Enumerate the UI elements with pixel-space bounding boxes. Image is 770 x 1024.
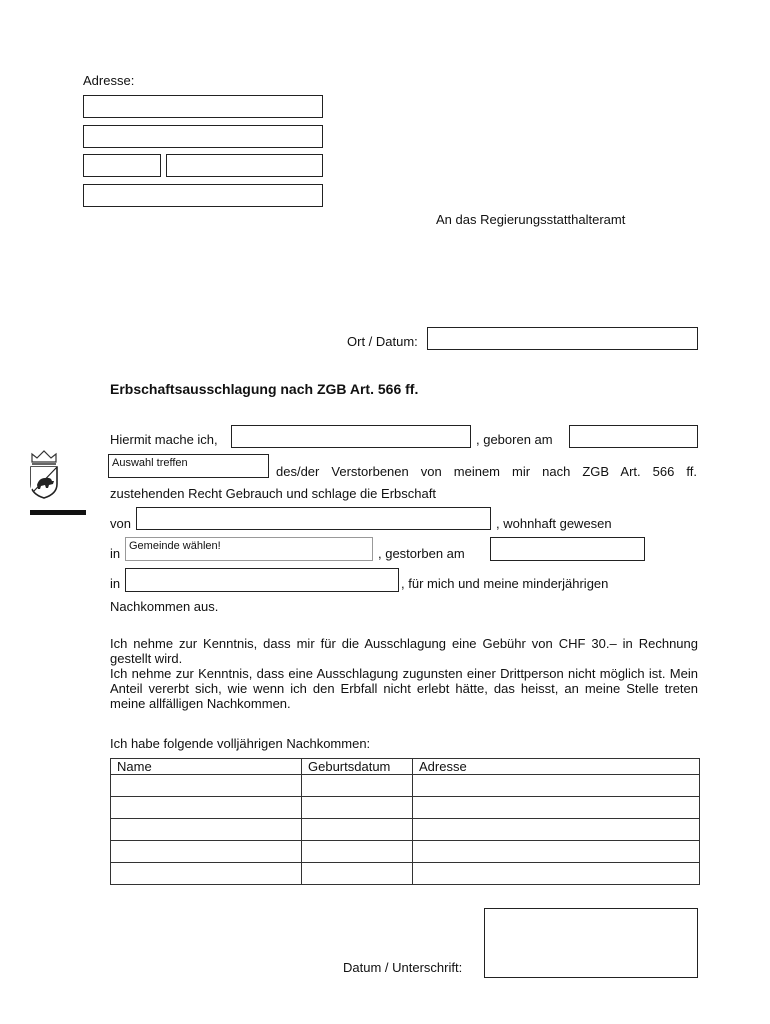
column-header-address: Adresse (413, 759, 700, 775)
birthdate-cell[interactable] (302, 775, 413, 797)
von-label: von (110, 516, 131, 531)
column-header-name: Name (111, 759, 302, 775)
birth-date-input[interactable] (569, 425, 698, 448)
address-cell[interactable] (413, 797, 700, 819)
table-row (111, 775, 700, 797)
waiver-notice: Ich nehme zur Kenntnis, dass eine Ausschlagung zugunsten einer Drittperson nicht möglich ist. Mein Anteil vererbt sich, wie wenn ich den Erbfall nicht erlebt hätte, das heisst, an meine Stelle treten meine allfälligen Nachkommen. (110, 666, 698, 711)
table-header-row (111, 759, 700, 775)
place-of-death-input[interactable] (125, 568, 399, 592)
born-on-label: , geboren am (476, 432, 553, 447)
logo-divider-bar (30, 510, 86, 515)
death-date-input[interactable] (490, 537, 645, 561)
column-header-birthdate: Geburtsdatum (302, 759, 413, 775)
address-line-1-input[interactable] (83, 95, 323, 118)
for-me-label: , für mich und meine minderjährigen (401, 576, 609, 591)
table-row (111, 841, 700, 863)
table-row (111, 863, 700, 885)
place-date-input[interactable] (427, 327, 698, 350)
resided-label: , wohnhaft gewesen (496, 516, 612, 531)
address-cell[interactable] (413, 775, 700, 797)
relation-select[interactable] (108, 454, 269, 478)
declaration-line-2: des/der Verstorbenen von meinem mir nach ZGB Art. 566 ff. (276, 464, 697, 479)
table-row (111, 819, 700, 841)
died-on-label: , gestorben am (378, 546, 465, 561)
form-title: Erbschaftsausschlagung nach ZGB Art. 566 ff. (110, 381, 419, 397)
name-cell[interactable] (111, 863, 302, 885)
municipality-select[interactable] (125, 537, 373, 561)
municipality-select-value: Gemeinde wählen! (129, 540, 221, 552)
in-label-2: in (110, 576, 121, 591)
relation-select-value: Auswahl treffen (112, 457, 188, 469)
address-cell[interactable] (413, 863, 700, 885)
address-line-4-input[interactable] (83, 184, 323, 207)
name-cell[interactable] (111, 841, 302, 863)
declaration-line-3: zustehenden Recht Gebrauch und schlage die Erbschaft (110, 486, 436, 501)
address-label: Adresse: (83, 73, 135, 88)
name-cell[interactable] (111, 819, 302, 841)
in-label-1: in (110, 546, 121, 561)
birthdate-cell[interactable] (302, 819, 413, 841)
address-cell[interactable] (413, 841, 700, 863)
adult-descendants-table (110, 758, 700, 885)
birthdate-cell[interactable] (302, 841, 413, 863)
birthdate-cell[interactable] (302, 863, 413, 885)
adult-descendants-label: Ich habe folgende volljährigen Nachkommen: (110, 736, 371, 751)
bern-coat-of-arms-logo (27, 448, 61, 500)
city-input[interactable] (166, 154, 323, 177)
signature-label: Datum / Unterschrift: (343, 960, 463, 975)
address-cell[interactable] (413, 819, 700, 841)
fee-notice: Ich nehme zur Kenntnis, dass mir für die Ausschlagung eine Gebühr von CHF 30.– in Rechnung gestellt wird. (110, 636, 698, 666)
place-date-label: Ort / Datum: (347, 334, 418, 349)
signature-box[interactable] (484, 908, 698, 978)
descendants-out-label: Nachkommen aus. (110, 599, 219, 614)
recipient-label: An das Regierungsstatthalteramt (436, 212, 626, 227)
name-cell[interactable] (111, 797, 302, 819)
declaration-intro: Hiermit mache ich, (110, 432, 218, 447)
postal-code-input[interactable] (83, 154, 161, 177)
deceased-name-input[interactable] (136, 507, 491, 530)
address-line-2-input[interactable] (83, 125, 323, 148)
birthdate-cell[interactable] (302, 797, 413, 819)
name-cell[interactable] (111, 775, 302, 797)
full-name-input[interactable] (231, 425, 471, 448)
table-row (111, 797, 700, 819)
